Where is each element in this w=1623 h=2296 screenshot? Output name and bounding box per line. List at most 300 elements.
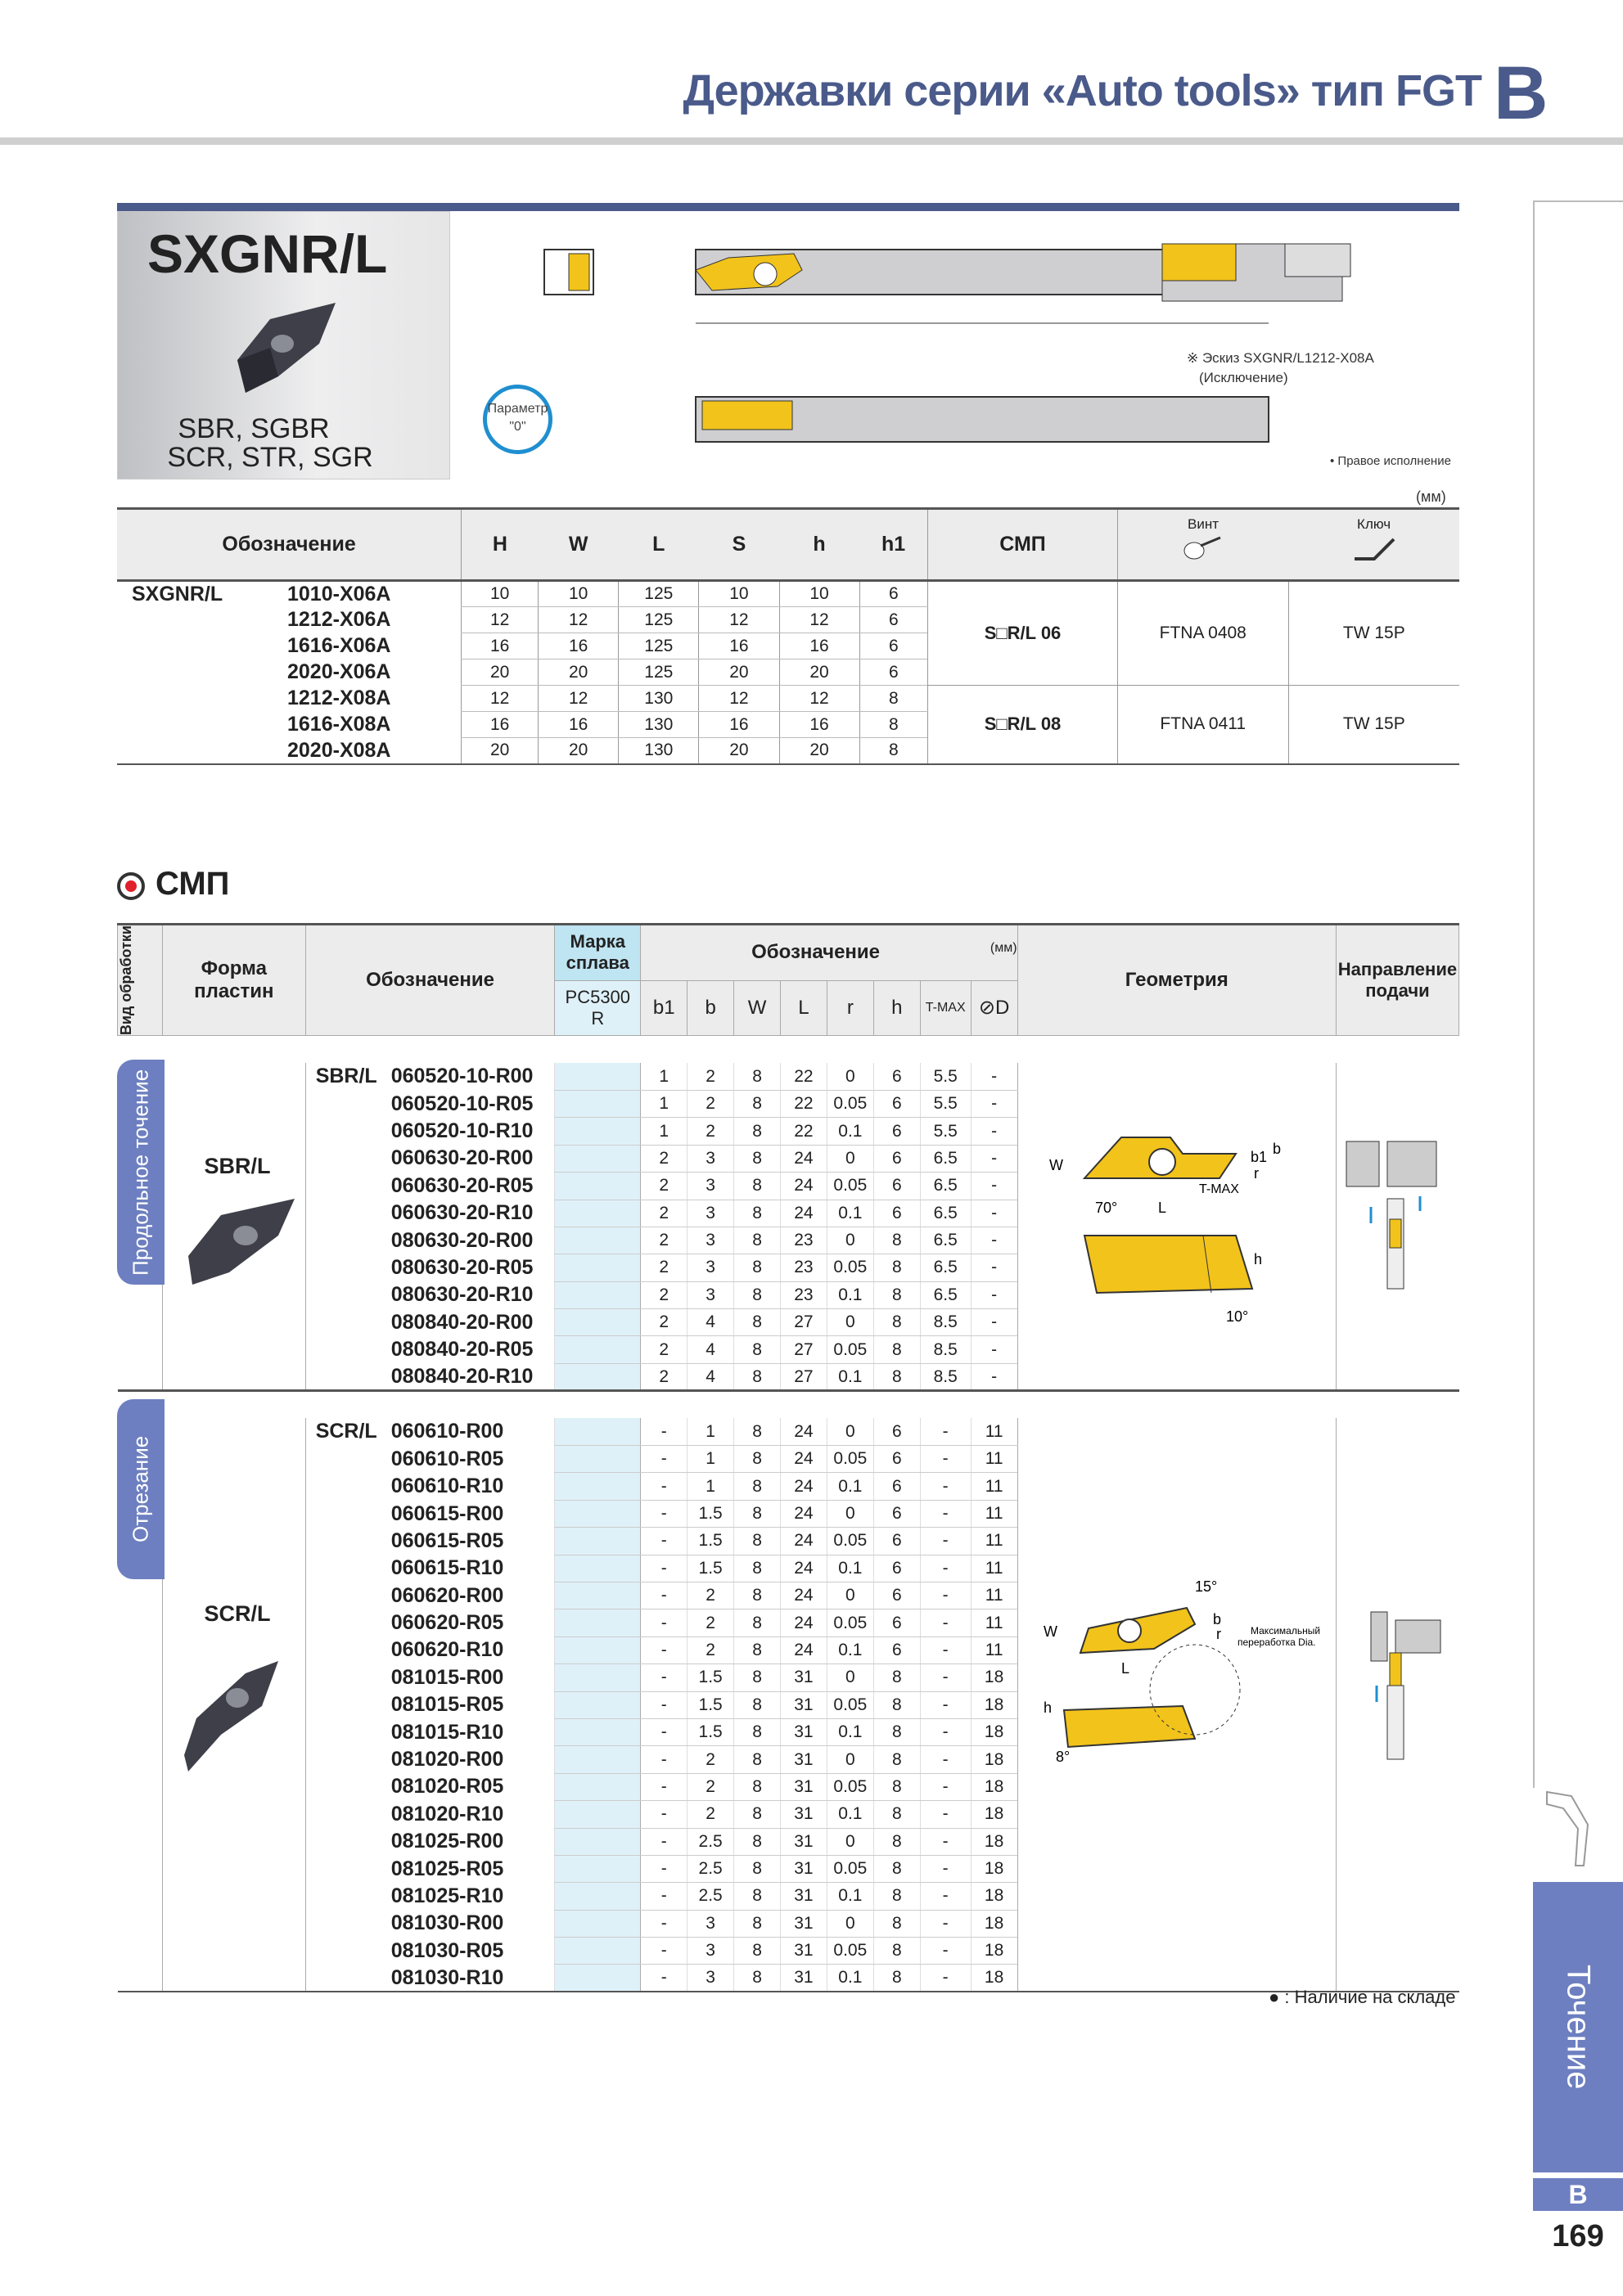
insert-row — [118, 1063, 1459, 1090]
holder-cell-h: 20 — [779, 738, 859, 764]
screw-icon — [1183, 533, 1224, 565]
insert-code — [305, 1418, 555, 1445]
insert-dim-cell: 8 — [734, 1609, 781, 1636]
insert-dim-cell: 31 — [780, 1718, 827, 1745]
insert-dim-cell: 0.05 — [827, 1446, 873, 1473]
holder-cell-h: 12 — [779, 686, 859, 712]
col-vid — [118, 925, 163, 1036]
insert-dim-cell: - — [920, 1883, 971, 1910]
insert-dim-cell: 8 — [734, 1691, 781, 1718]
sbr-insert-icon — [180, 1191, 303, 1297]
alloy-cell — [555, 1200, 641, 1227]
insert-dim-cell: - — [641, 1801, 688, 1828]
alloy-cell — [555, 1090, 641, 1117]
holder-group-screw: FTNA 0408 — [1117, 581, 1288, 686]
scr-geometry-drawing-icon — [1031, 1575, 1342, 1763]
col-dims-label: Обозначение — [751, 941, 881, 964]
holder-cell-W: 16 — [539, 712, 619, 738]
insert-dim-cell: - — [641, 1746, 688, 1773]
geo-sbr-L: L — [1158, 1200, 1167, 1216]
insert-dim-cell: 8 — [873, 1801, 920, 1828]
key-icon — [1350, 533, 1399, 565]
insert-dim-cell: 8 — [873, 1691, 920, 1718]
insert-dim-cell: 6 — [873, 1173, 920, 1200]
insert-dim-cell: 6.5 — [920, 1200, 971, 1227]
insert-code — [305, 1773, 555, 1800]
insert-code — [305, 1801, 555, 1828]
insert-dim-cell: 1 — [641, 1118, 688, 1145]
insert-dim-cell: 2 — [641, 1145, 688, 1172]
insert-code-value: 060630-20-R00 — [390, 1146, 534, 1170]
insert-dim-cell: - — [641, 1664, 688, 1691]
insert-dim-cell: 1.5 — [688, 1718, 734, 1745]
insert-code-value: 081025-R00 — [390, 1830, 504, 1853]
side-tab-letter: B — [1533, 2178, 1623, 2211]
holder-cell-S: 10 — [699, 581, 779, 607]
dim-col-header: T-MAX — [920, 980, 971, 1035]
insert-dim-cell: 0 — [827, 1309, 873, 1336]
holder-group-smp: S□R/L 08 — [928, 686, 1118, 764]
insert-dim-cell: - — [971, 1200, 1017, 1227]
alloy-cell — [555, 1118, 641, 1145]
insert-dim-cell: - — [920, 1910, 971, 1937]
insert-dim-cell: 23 — [780, 1254, 827, 1281]
insert-dim-cell: 24 — [780, 1609, 827, 1636]
insert-dim-cell: - — [971, 1336, 1017, 1363]
smp-section-title: СМП — [156, 866, 230, 902]
insert-dim-cell: 8.5 — [920, 1309, 971, 1336]
insert-dim-cell: - — [920, 1555, 971, 1582]
alloy-cell — [555, 1718, 641, 1745]
insert-dim-cell: 8 — [734, 1718, 781, 1745]
insert-dim-cell: 18 — [971, 1801, 1017, 1828]
insert-prefix: SCR/L — [315, 1420, 377, 1443]
geo-sbr-b: b — [1273, 1141, 1282, 1157]
insert-dim-cell: 0.05 — [827, 1609, 873, 1636]
right-hand-note: • Правое исполнение — [1330, 454, 1451, 468]
insert-code — [305, 1555, 555, 1582]
holder-cell-L: 130 — [619, 686, 699, 712]
insert-dim-cell: 2 — [688, 1118, 734, 1145]
insert-dim-cell: 0.1 — [827, 1473, 873, 1500]
insert-dim-cell: 6 — [873, 1418, 920, 1445]
holder-code: 2020-X08A — [287, 738, 391, 762]
insert-dim-cell: 0.05 — [827, 1254, 873, 1281]
insert-dim-cell: - — [920, 1746, 971, 1773]
holder-cell-S: 20 — [699, 738, 779, 764]
insert-code-value: 081025-R10 — [390, 1884, 504, 1907]
product-sub2: SCR, STR, SGR — [167, 442, 373, 473]
insert-dim-cell: 0.1 — [827, 1718, 873, 1745]
holder-cell-H: 16 — [462, 633, 539, 660]
insert-dim-cell: 31 — [780, 1691, 827, 1718]
insert-dim-cell: 0 — [827, 1227, 873, 1254]
insert-dim-cell: 8 — [734, 1227, 781, 1254]
insert-dim-cell: - — [641, 1473, 688, 1500]
alloy-cell — [555, 1500, 641, 1527]
alloy-cell — [555, 1227, 641, 1254]
side-tab-label: Точение — [1560, 1965, 1597, 2090]
insert-code — [305, 1173, 555, 1200]
tab-cutoff: Отрезание — [117, 1399, 165, 1579]
insert-dim-cell: 6 — [873, 1609, 920, 1636]
insert-code — [305, 1746, 555, 1773]
insert-dim-cell: 4 — [688, 1336, 734, 1363]
insert-dim-cell: - — [641, 1609, 688, 1636]
insert-dim-cell: 8 — [873, 1718, 920, 1745]
holder-group-screw: FTNA 0411 — [1117, 686, 1288, 764]
holder-cell-h1: 6 — [859, 633, 928, 660]
holder-designation — [117, 633, 462, 660]
holder-cell-W: 10 — [539, 581, 619, 607]
insert-dim-cell: 31 — [780, 1746, 827, 1773]
insert-dim-cell: 24 — [780, 1582, 827, 1609]
insert-dim-cell: 8 — [734, 1309, 781, 1336]
insert-dim-cell: 3 — [688, 1254, 734, 1281]
geo-scr-b: b — [1213, 1611, 1222, 1627]
group-spacer — [118, 1391, 1459, 1418]
insert-code-value: 081030-R10 — [390, 1965, 504, 1989]
insert-dim-cell: 1.5 — [688, 1555, 734, 1582]
holder-cell-h1: 6 — [859, 660, 928, 686]
insert-dim-cell: - — [920, 1718, 971, 1745]
page-number: 169 — [1552, 2219, 1604, 2253]
insert-row — [118, 1418, 1459, 1445]
insert-dim-cell: 18 — [971, 1855, 1017, 1882]
geo-scr-r: r — [1216, 1626, 1221, 1642]
shape-label-scr: SCR/L — [204, 1601, 271, 1626]
insert-dim-cell: 3 — [688, 1938, 734, 1965]
geo-sbr-tmax: T-MAX — [1199, 1182, 1239, 1196]
col-dims — [641, 925, 1017, 981]
insert-dim-cell: 24 — [780, 1555, 827, 1582]
alloy-cell — [555, 1473, 641, 1500]
insert-dim-cell: 8 — [734, 1773, 781, 1800]
holder-code: 1212-X06A — [287, 608, 391, 631]
insert-dim-cell: - — [971, 1090, 1017, 1117]
insert-dim-cell: 8 — [873, 1773, 920, 1800]
col-alloy: Марка сплава — [555, 925, 641, 981]
alloy-cell — [555, 1063, 641, 1090]
insert-dim-cell: 0.1 — [827, 1281, 873, 1308]
insert-dim-cell: 8 — [873, 1746, 920, 1773]
insert-dim-cell: 18 — [971, 1965, 1017, 1992]
insert-dim-cell: 4 — [688, 1309, 734, 1336]
insert-dim-cell: 23 — [780, 1227, 827, 1254]
insert-code — [305, 1200, 555, 1227]
col-designation: Обозначение — [117, 509, 462, 581]
sketch-note: ※ Эскиз SXGNR/L1212-X08A — [1187, 350, 1374, 366]
alloy-cell — [555, 1801, 641, 1828]
insert-dim-cell: 1.5 — [688, 1691, 734, 1718]
insert-dim-cell: 24 — [780, 1636, 827, 1663]
dim-col-header: h — [873, 980, 920, 1035]
insert-dim-cell: 6.5 — [920, 1173, 971, 1200]
col-h: h — [779, 509, 859, 581]
insert-dim-cell: 0 — [827, 1746, 873, 1773]
insert-code — [305, 1336, 555, 1363]
holder-cell-S: 12 — [699, 686, 779, 712]
insert-dim-cell: 2 — [641, 1200, 688, 1227]
alloy-cell — [555, 1145, 641, 1172]
alloy-cell — [555, 1309, 641, 1336]
insert-dim-cell: 2 — [688, 1773, 734, 1800]
holder-cell-W: 20 — [539, 660, 619, 686]
insert-dim-cell: - — [920, 1582, 971, 1609]
holder-cell-h1: 8 — [859, 712, 928, 738]
holder-group-key: TW 15P — [1288, 686, 1459, 764]
insert-dim-cell: 2 — [641, 1281, 688, 1308]
holder-cell-h: 16 — [779, 633, 859, 660]
insert-dim-cell: 18 — [971, 1828, 1017, 1855]
insert-dim-cell: 2 — [688, 1090, 734, 1117]
insert-dim-cell: 6 — [873, 1446, 920, 1473]
insert-code — [305, 1828, 555, 1855]
col-grade — [555, 980, 641, 1035]
insert-code-value: 081020-R00 — [390, 1748, 504, 1772]
insert-dim-cell: - — [641, 1910, 688, 1937]
insert-dim-cell: 3 — [688, 1910, 734, 1937]
insert-dim-cell: 31 — [780, 1910, 827, 1937]
insert-dim-cell: - — [641, 1773, 688, 1800]
insert-dim-cell: 6 — [873, 1090, 920, 1117]
insert-dim-cell: - — [920, 1636, 971, 1663]
insert-dim-cell: 11 — [971, 1446, 1017, 1473]
insert-dim-cell: 6.5 — [920, 1281, 971, 1308]
insert-dim-cell: - — [641, 1718, 688, 1745]
holder-prefix: SXGNR/L — [132, 582, 223, 606]
insert-dim-cell: 31 — [780, 1773, 827, 1800]
insert-code-value: 080630-20-R05 — [390, 1255, 534, 1279]
insert-dim-cell: - — [920, 1500, 971, 1527]
insert-dim-cell: 8 — [734, 1254, 781, 1281]
insert-dim-cell: 31 — [780, 1664, 827, 1691]
insert-dim-cell: 8 — [873, 1363, 920, 1390]
group-spacer-cell — [118, 1036, 1459, 1063]
alloy-cell — [555, 1636, 641, 1663]
insert-dim-cell: 8 — [873, 1965, 920, 1992]
insert-dim-cell: 2 — [688, 1801, 734, 1828]
insert-code-value: 060615-R00 — [390, 1501, 504, 1525]
insert-dim-cell: - — [971, 1145, 1017, 1172]
col-geometry: Геометрия — [1017, 925, 1336, 1036]
geo-scr-maxdia: Максимальный — [1251, 1625, 1321, 1636]
insert-dim-cell: - — [920, 1418, 971, 1445]
insert-code — [305, 1528, 555, 1555]
insert-dim-cell: 31 — [780, 1828, 827, 1855]
col-code: Обозначение — [305, 925, 555, 1036]
insert-dim-cell: 8 — [734, 1500, 781, 1527]
insert-dim-cell: 0 — [827, 1664, 873, 1691]
insert-dim-cell: 2 — [641, 1363, 688, 1390]
alloy-cell — [555, 1528, 641, 1555]
insert-dim-cell: 8 — [873, 1254, 920, 1281]
holder-group-smp: S□R/L 06 — [928, 581, 1118, 686]
insert-dim-cell: 31 — [780, 1965, 827, 1992]
insert-dim-cell: 6 — [873, 1063, 920, 1090]
insert-dim-cell: - — [920, 1828, 971, 1855]
col-h1: h1 — [859, 509, 928, 581]
col-smp: СМП — [928, 509, 1118, 581]
insert-dim-cell: 18 — [971, 1910, 1017, 1937]
insert-dim-cell: 3 — [688, 1281, 734, 1308]
insert-dim-cell: - — [920, 1528, 971, 1555]
insert-dim-cell: 18 — [971, 1664, 1017, 1691]
insert-dim-cell: 8 — [734, 1910, 781, 1937]
holder-code: 2020-X06A — [287, 660, 391, 683]
insert-dim-cell: 8 — [734, 1528, 781, 1555]
insert-dim-cell: 27 — [780, 1363, 827, 1390]
insert-dim-cell: 8 — [734, 1938, 781, 1965]
insert-dim-cell: 8 — [734, 1965, 781, 1992]
insert-dim-cell: 24 — [780, 1446, 827, 1473]
insert-dim-cell: 8 — [873, 1664, 920, 1691]
insert-dim-cell: 2 — [641, 1173, 688, 1200]
insert-dim-cell: 8 — [734, 1446, 781, 1473]
geo-scr-maxdia2: переработка Dia. — [1238, 1636, 1316, 1648]
insert-dim-cell: 0.1 — [827, 1883, 873, 1910]
insert-table — [117, 923, 1459, 1993]
insert-dim-cell: 4 — [688, 1363, 734, 1390]
insert-dim-cell: - — [920, 1773, 971, 1800]
insert-dim-cell: 1 — [641, 1063, 688, 1090]
holder-designation — [117, 581, 462, 607]
insert-code-value: 081030-R00 — [390, 1911, 504, 1935]
holder-group-key: TW 15P — [1288, 581, 1459, 686]
insert-dim-cell: - — [920, 1609, 971, 1636]
insert-dim-cell: 6 — [873, 1118, 920, 1145]
insert-dim-cell: 5.5 — [920, 1063, 971, 1090]
geo-scr-h: h — [1044, 1699, 1053, 1716]
insert-code — [305, 1938, 555, 1965]
col-grade-label: PC5300 — [565, 986, 631, 1007]
holder-cell-L: 125 — [619, 633, 699, 660]
holder-cell-h: 20 — [779, 660, 859, 686]
insert-code — [305, 1309, 555, 1336]
smp-section-dot — [125, 880, 137, 892]
insert-dim-cell: 0 — [827, 1828, 873, 1855]
holder-cell-W: 20 — [539, 738, 619, 764]
col-shape: Форма пластин — [162, 925, 305, 1036]
section-letter: B — [1494, 52, 1549, 135]
insert-dim-cell: 24 — [780, 1528, 827, 1555]
alloy-cell — [555, 1173, 641, 1200]
insert-dim-cell: 18 — [971, 1718, 1017, 1745]
geo-sbr-70: 70° — [1095, 1200, 1118, 1216]
geo-scr-8: 8° — [1056, 1749, 1071, 1763]
insert-code-value: 060520-10-R00 — [390, 1065, 534, 1088]
insert-dim-cell: 2 — [688, 1609, 734, 1636]
insert-dim-cell: 11 — [971, 1528, 1017, 1555]
insert-code-value: 080630-20-R00 — [390, 1228, 534, 1252]
col-dims-mm: (мм) — [990, 941, 1017, 956]
insert-dim-cell: - — [641, 1555, 688, 1582]
header-rule — [0, 137, 1623, 145]
alloy-cell — [555, 1938, 641, 1965]
insert-code-value: 060630-20-R10 — [390, 1201, 534, 1225]
holder-cell-h1: 8 — [859, 686, 928, 712]
insert-code-value: 080840-20-R00 — [390, 1310, 534, 1334]
insert-code — [305, 1855, 555, 1882]
insert-dim-cell: - — [920, 1446, 971, 1473]
insert-dim-cell: 8 — [734, 1281, 781, 1308]
geo-sbr-b1: b1 — [1251, 1149, 1268, 1165]
col-L: L — [619, 509, 699, 581]
table-end-cell — [118, 1992, 1459, 1993]
param-badge: Параметр "0" — [483, 385, 552, 454]
insert-code — [305, 1254, 555, 1281]
insert-code-value: 081030-R05 — [390, 1938, 504, 1962]
insert-dim-cell: 0.05 — [827, 1855, 873, 1882]
insert-dim-cell: 8 — [734, 1418, 781, 1445]
holder-code: 1010-X06A — [287, 582, 391, 606]
alloy-cell — [555, 1582, 641, 1609]
holder-row — [117, 581, 1459, 607]
col-H: H — [462, 509, 539, 581]
insert-code-value: 060615-R10 — [390, 1556, 504, 1580]
stock-legend: ● : Наличие на складе — [1269, 1987, 1456, 2007]
insert-dim-cell: 6.5 — [920, 1227, 971, 1254]
holder-cell-h: 10 — [779, 581, 859, 607]
insert-dim-cell: 2.5 — [688, 1855, 734, 1882]
insert-dim-cell: 31 — [780, 1801, 827, 1828]
product-sub1: SBR, SGBR — [178, 413, 330, 444]
insert-dim-cell: 22 — [780, 1063, 827, 1090]
insert-dim-cell: 8 — [734, 1336, 781, 1363]
insert-dim-cell: 1.5 — [688, 1528, 734, 1555]
insert-dim-cell: 2.5 — [688, 1883, 734, 1910]
dim-col-header: b — [688, 980, 734, 1035]
insert-dim-cell: 3 — [688, 1173, 734, 1200]
insert-code-value: 060610-R05 — [390, 1447, 504, 1470]
insert-dim-cell: 8 — [873, 1309, 920, 1336]
insert-dim-cell: - — [641, 1582, 688, 1609]
holder-cell-S: 12 — [699, 607, 779, 633]
insert-dim-cell: - — [641, 1938, 688, 1965]
insert-dim-cell: 8 — [734, 1883, 781, 1910]
insert-dim-cell: 1 — [688, 1446, 734, 1473]
insert-dim-cell: 8 — [734, 1746, 781, 1773]
alloy-cell — [555, 1609, 641, 1636]
col-W: W — [539, 509, 619, 581]
insert-dim-cell: 6 — [873, 1200, 920, 1227]
insert-code — [305, 1473, 555, 1500]
insert-dim-cell: 8 — [734, 1063, 781, 1090]
holder-cell-L: 130 — [619, 738, 699, 764]
insert-dim-cell: 0 — [827, 1063, 873, 1090]
insert-dim-cell: 18 — [971, 1746, 1017, 1773]
insert-dim-cell: 8 — [734, 1582, 781, 1609]
insert-code — [305, 1145, 555, 1172]
insert-code — [305, 1500, 555, 1527]
sbr-feed-drawing-icon — [1342, 1137, 1449, 1301]
holder-code: 1212-X08A — [287, 687, 391, 709]
insert-dim-cell: - — [641, 1828, 688, 1855]
insert-dim-cell: - — [971, 1118, 1017, 1145]
insert-dim-cell: 6 — [873, 1582, 920, 1609]
alloy-cell — [555, 1281, 641, 1308]
insert-dim-cell: 11 — [971, 1609, 1017, 1636]
product-title: SXGNR/L — [147, 223, 388, 284]
alloy-cell — [555, 1363, 641, 1390]
holder-cell-L: 125 — [619, 607, 699, 633]
holder-code: 1616-X08A — [287, 713, 391, 736]
insert-dim-cell: 23 — [780, 1281, 827, 1308]
insert-dim-cell: 1.5 — [688, 1664, 734, 1691]
insert-dim-cell: - — [641, 1500, 688, 1527]
holder-cell-H: 20 — [462, 660, 539, 686]
holder-table — [117, 507, 1459, 765]
